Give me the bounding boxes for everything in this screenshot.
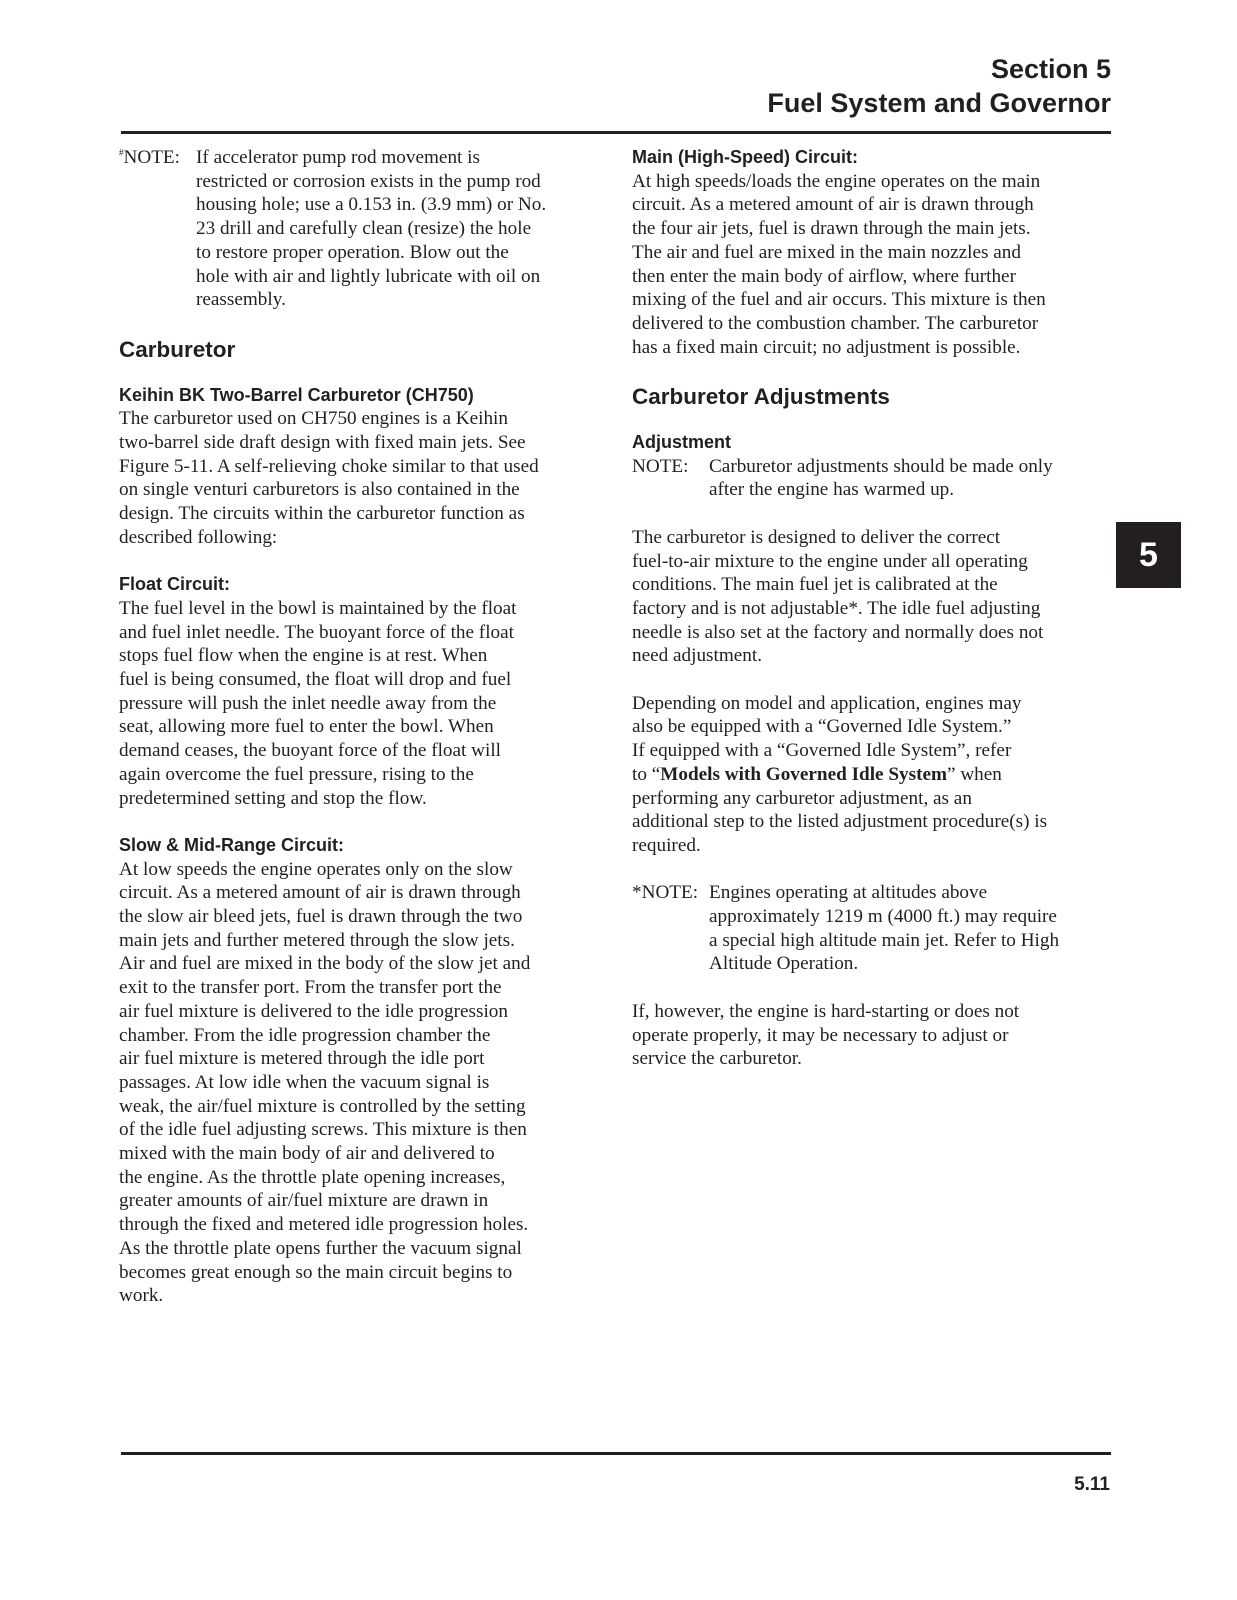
- note-accelerator-pump: [119, 146, 597, 312]
- left-column: [119, 146, 597, 1308]
- keihin-heading: Keihin BK Two-Barrel Carburetor (CH750): [119, 384, 474, 405]
- note-altitude: [632, 881, 1114, 976]
- section-tab: 5: [1116, 522, 1181, 588]
- page-number: 5.11: [1074, 1474, 1110, 1495]
- header-rule: [121, 131, 1111, 134]
- governed-idle-reference: Models with Governed Idle System: [660, 763, 947, 785]
- footer-rule: [121, 1452, 1111, 1455]
- note-mark: #: [119, 147, 124, 158]
- note-label: NOTE:: [632, 455, 689, 477]
- section-title: Fuel System and Governor: [767, 88, 1111, 118]
- note-label: *NOTE:: [632, 882, 699, 904]
- float-circuit-paragraph: The fuel level in the bowl is maintained by the float and fuel inlet needle. The buoyant force of the float stops fuel flow when the engine is at rest. When fuel is being consumed, the float will drop and fuel pressure will push the inlet needle away from the seat, allowing more fuel to enter the bowl. When demand ceases, the buoyant force of the float will again overcome the fuel pressure, rising to the predetermined setting and stop the flow.: [119, 597, 517, 809]
- adjustments-heading: Carburetor Adjustments: [632, 384, 890, 410]
- slow-circuit-heading: Slow & Mid-Range Circuit:: [119, 834, 344, 855]
- note-label: NOTE:: [123, 147, 180, 168]
- governed-idle-paragraph: Depending on model and application, engines may also be equipped with a “Governed Idle System.” If equipped with a “Governed Idle System”, refer to “Models with Governed Idle System” when performing any carburetor adjustment, as an additional step to the listed adjustment procedure(s) is required.: [632, 692, 1048, 856]
- slow-circuit-paragraph: At low speeds the engine operates only on the slow circuit. As a metered amount of air is drawn through the slow air bleed jets, fuel is drawn through the two main jets and further metered through the slow jets. Air and fuel are mixed in the body of the slow jet and exit to the transfer port. From the transfer port the air fuel mixture is delivered to the idle progression chamber. From the idle progression chamber the air fuel mixture is metered through the idle port passages. At low idle when the vacuum signal is weak, the air/fuel mixture is controlled by the setting of the idle fuel adjusting screws. This mixture is then mixed with the main body of air and delivered to the engine. As the throttle plate opening increases, greater amounts of air/fuel mixture are drawn in through the fixed and metered idle progression holes. As the throttle plate opens further the vacuum signal becomes great enough so the main circuit begins to work.: [119, 858, 531, 1307]
- hard-starting-paragraph: If, however, the engine is hard-starting or does not operate properly, it may be necessary to adjust or service the carburetor.: [632, 1000, 1020, 1070]
- main-circuit-paragraph: At high speeds/loads the engine operates on the main circuit. As a metered amount of air is drawn through the four air jets, fuel is drawn through the main jets. The air and fuel are mixed in the main nozzles and then enter the main body of airflow, where further mixing of the fuel and air occurs. This mixture is then delivered to the combustion chamber. The carburetor has a fixed main circuit; no adjustment is possible.: [632, 170, 1046, 358]
- note-warm-up: [632, 455, 1114, 502]
- note-text: Carburetor adjustments should be made only after the engine has warmed up.: [709, 455, 1053, 501]
- main-circuit-heading: Main (High-Speed) Circuit:: [632, 147, 858, 167]
- keihin-paragraph: The carburetor used on CH750 engines is a Keihin two-barrel side draft design with fixed main jets. See Figure 5-11. A self-relieving choke similar to that used on single venturi carburetors is also contained in the design. The circuits within the carburetor function as described following:: [119, 408, 539, 548]
- carburetor-design-paragraph: The carburetor is designed to deliver the correct fuel-to-air mixture to the engine under all operating conditions. The main fuel jet is calibrated at the factory and is not adjustable*. The idle fuel adjusting needle is also set at the factory and normally does not need adjustment.: [632, 526, 1044, 667]
- note-text: If accelerator pump rod movement is restricted or corrosion exists in the pump rod housing hole; use a 0.153 in. (3.9 mm) or No. 23 drill and carefully clean (resize) the hole to restore proper operation. Blow out the hole with air and lightly lubricate with oil on reassembly.: [196, 147, 547, 311]
- carburetor-heading: Carburetor: [119, 336, 236, 362]
- right-column: [632, 146, 1114, 1071]
- note-text: Engines operating at altitudes above approximately 1219 m (4000 ft.) may require a special high altitude main jet. Refer to High Altitude Operation.: [709, 882, 1060, 975]
- section-number: Section 5: [990, 54, 1111, 84]
- float-circuit-heading: Float Circuit:: [119, 574, 230, 595]
- adjustment-subheading: Adjustment: [632, 432, 731, 453]
- page-header: [767, 52, 1111, 120]
